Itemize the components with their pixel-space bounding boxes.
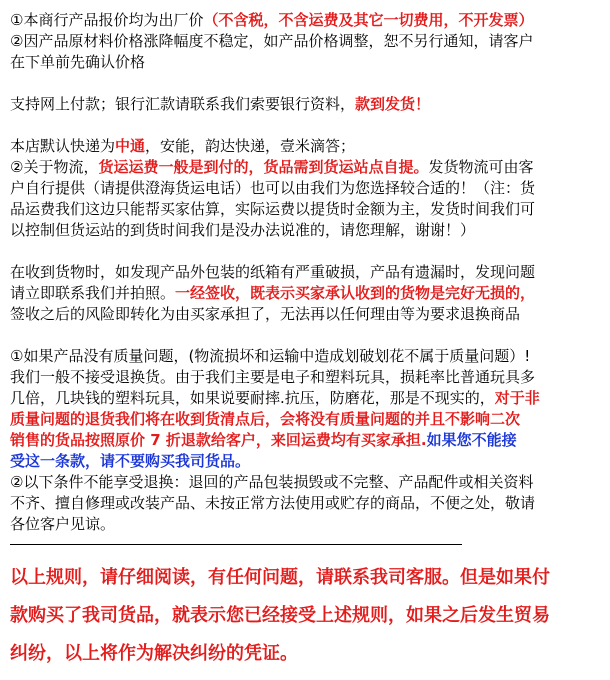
shipping-line-1-c: ，安能，韵达快递，壹米滴答； xyxy=(145,137,356,155)
pricing-line-1-text: ①本商行产品报价均为出厂价 xyxy=(10,11,204,29)
returns-line-6: 受这一条款，请不要购买我司货品。 xyxy=(10,452,251,470)
shipping-line-2-a: ②关于物流， xyxy=(10,158,99,176)
pricing-line-1 xyxy=(10,10,600,31)
final-notice xyxy=(10,559,600,673)
pricing-line-3: 在下单前先确认价格 xyxy=(10,53,146,71)
shipping-section xyxy=(10,136,600,241)
receiving-line-2-a: 请立即联系我们并拍照。 xyxy=(10,284,176,302)
returns-line-4: 质量问题的退货我们将在收到货清点后，会将没有质量问题的并且不影响二次 xyxy=(10,410,521,428)
returns-line-3-a: 几倍，几块钱的塑料玩具，如果说要耐摔.抗压，防磨花，那是不现实的， xyxy=(10,389,495,407)
returns-line-2: 我们一般不接受退换货。由于我们主要是电子和塑料玩具，损耗率比普通玩具多 xyxy=(10,368,536,386)
payment-highlight: 款到发货！ xyxy=(355,95,431,113)
spacer xyxy=(10,241,600,262)
returns-refund-highlight: 销售的货品按照原价 7 折退款给客户，来回运费均有买家承担. xyxy=(10,431,427,449)
payment-text: 支持网上付款；银行汇款请联系我们索要银行资料， xyxy=(10,95,356,113)
spacer xyxy=(10,325,600,346)
shipping-line-4: 品运费我们这边只能帮买家估算，实际运费以提货时金额为主，发货时间我们可 xyxy=(10,200,536,218)
shipping-line-5: 以控制但货运站的到货时间我们是没办法说准的，请您理解，谢谢！） xyxy=(10,221,476,239)
pricing-exclusions-highlight: （不含税，不含运费及其它一切费用，不开发票） xyxy=(203,11,534,29)
notice-line-3: 纠纷，以上将作为解决纠纷的凭证。 xyxy=(10,643,298,664)
spacer xyxy=(10,73,600,94)
returns-line-9: 各位客户见谅。 xyxy=(10,515,116,533)
receiving-section xyxy=(10,262,600,325)
shipping-line-1-a: 本店默认快递为 xyxy=(10,137,116,155)
receiving-line-2 xyxy=(10,283,600,304)
shipping-line-3: 户自行提供（请提供澄海货运电话）也可以由我们为您选择较合适的！（注：货 xyxy=(10,179,536,197)
shipping-line-2 xyxy=(10,157,600,178)
returns-line-5 xyxy=(10,430,600,451)
returns-line-3 xyxy=(10,388,600,409)
pricing-line-2: ②因产品原材料价格涨降幅度不稳定，如产品价格调整，恕不另行通知，请客户 xyxy=(10,32,534,50)
spacer xyxy=(10,115,600,136)
returns-line-7: ②以下条件不能享受退换：退回的产品包装损毁或不完整、产品配件或相关资料 xyxy=(10,473,534,491)
shipping-default-courier: 中通 xyxy=(115,137,146,155)
returns-line-3-highlight: 对于非 xyxy=(494,389,540,407)
returns-line-1: ①如果产品没有质量问题，(物流损坏和运输中造成划破划花不属于质量问题）! xyxy=(10,347,531,365)
receiving-line-1: 在收到货物时，如发现产品外包装的纸箱有严重破损，产品有遗漏时，发现问题 xyxy=(10,263,536,281)
receiving-line-3: 签收之后的风险即转化为由买家承担了，无法再以任何理由等为要求退换商品 xyxy=(10,305,521,323)
payment-section xyxy=(10,94,600,115)
shipping-freight-highlight: 货运运费一般是到付的，货品需到货运站点自提。 xyxy=(98,158,429,176)
returns-section xyxy=(10,346,600,535)
returns-line-8: 不齐、擅自修理或改装产品、未按正常方法使用或贮存的商品，不便之处，敬请 xyxy=(10,494,536,512)
shipping-line-1 xyxy=(10,136,600,157)
shipping-line-2-c: 发货物流可由客 xyxy=(428,158,534,176)
divider xyxy=(10,544,462,545)
returns-warning-blue: 如果您不能接 xyxy=(426,431,517,449)
notice-line-2: 款购买了我司货品，就表示您已经接受上述规则，如果之后发生贸易 xyxy=(10,605,550,626)
notice-line-1: 以上规则，请仔细阅读，有任何问题，请联系我司客服。但是如果付 xyxy=(10,567,550,588)
pricing-section xyxy=(10,10,600,73)
payment-line xyxy=(10,94,600,115)
receiving-signoff-highlight: 一经签收，既表示买家承认收到的货物是完好无损的， xyxy=(175,284,536,302)
